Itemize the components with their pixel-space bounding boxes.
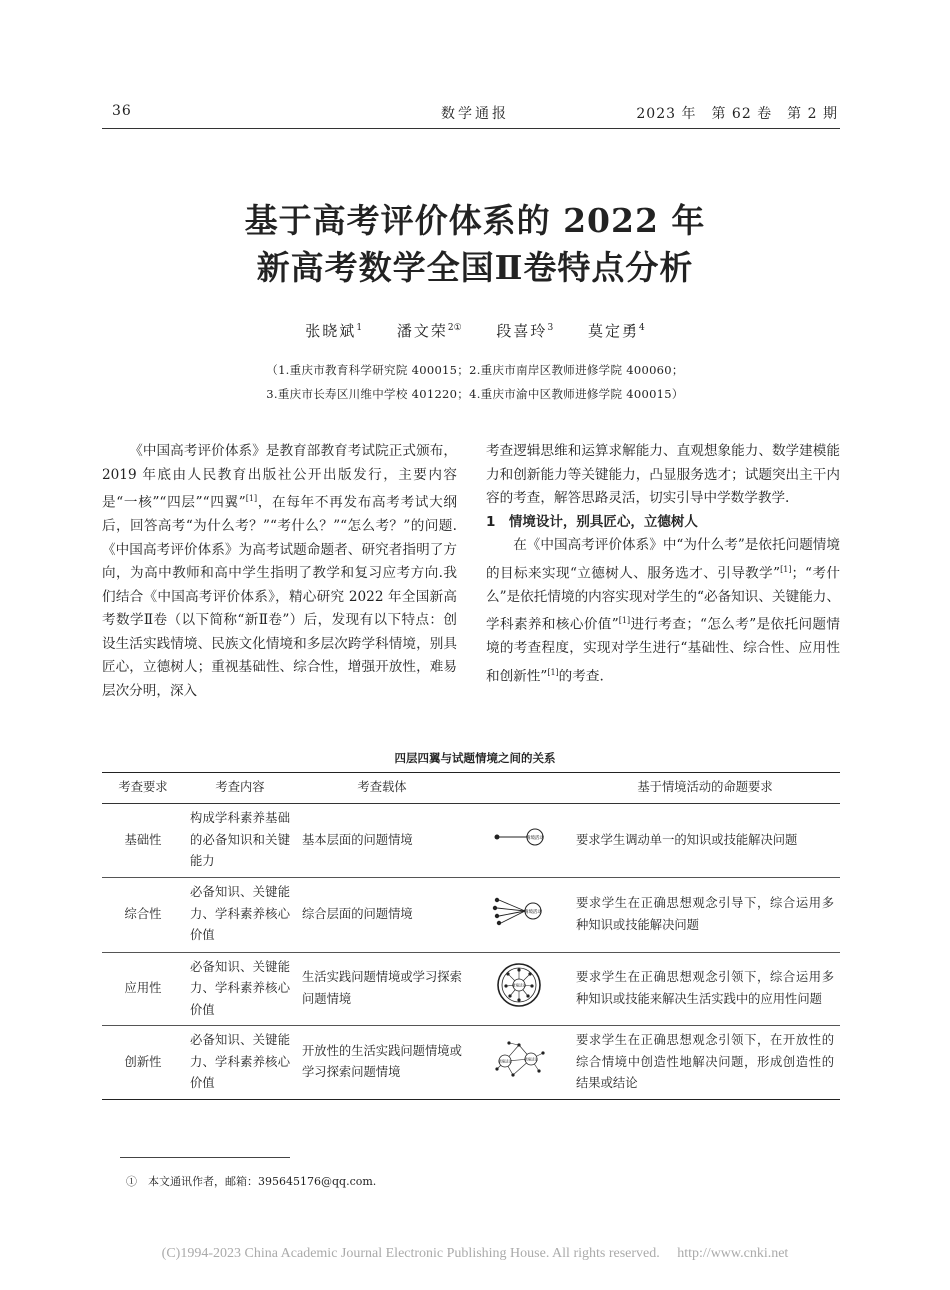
network-circle-icon (496, 962, 542, 1008)
header-cell (468, 773, 570, 804)
author-list (0, 320, 950, 341)
section1-paragraph: 在《中国高考评价体系》中“为什么考”是依托问题情境的目标来实现“立德树人、服务选才、引导教学”[1]；“考什么”是依托情境的内容实现对学生的“必备知识、关键能力、学科素养和核心价值”[1]进行考查；“怎么考”是依托问题情境的考查程度，实现对学生进行“基础性、综合性、应用性和创新性”[1]的考查. (486, 537, 841, 685)
description-cell: 要求学生在正确思想观念引导下，综合运用多种知识或技能解决问题 (570, 877, 840, 952)
intro-paragraph: 《中国高考评价体系》是教育部教育考试院正式颁布，2019 年底由人民教育出版社公开出版发行，主要内容是“一核”“四层”“四翼”[1]，在每年不再发布高考考试大纲后，回答高考“为什么考？”“考什么？”“怎么考？”的问题.《中国高考评价体系》为高考试题命题者、研究者指明了方向，为高中教师和高中学生指明了教学和复习应考方向.我们结合《中国高考评价体系》，精心研究 2022 年全国新高考数学Ⅱ卷（以下简称“新Ⅱ卷”）后，发现有以下特点：创设生活实践情境、民族文化情境和多层次跨学科情境，别具匠心，立德树人；重视基础性、综合性，增强开放性，难易层次分明，深入 (102, 443, 458, 699)
body-left-column (102, 440, 457, 703)
svg-text:情境活动: 情境活动 (524, 909, 542, 915)
description-cell: 要求学生调动单一的知识或技能解决问题 (570, 804, 840, 878)
svg-text:情境活动: 情境活动 (524, 1057, 538, 1061)
body-right-column (486, 440, 840, 689)
content-cell: 必备知识、关键能力、学科素养核心价值 (184, 952, 296, 1026)
diagram-cell (468, 804, 570, 878)
open-network-icon (491, 1039, 547, 1079)
description-cell: 要求学生在正确思想观念引领下，综合运用多种知识或技能来解决生活实践中的应用性问题 (570, 952, 840, 1026)
requirement-cell: 综合性 (102, 877, 184, 952)
affiliation-line1: （1.重庆市教育科学研究院 400015；2.重庆市南岸区教师进修学院 400060； (266, 363, 684, 377)
situation-table (102, 772, 840, 1100)
affiliation-line2: 3.重庆市长寿区川维中学校 401220；4.重庆市渝中区教师进修学院 400015） (266, 387, 684, 401)
citation-mark: [1] (547, 667, 559, 677)
requirement-cell: 应用性 (102, 952, 184, 1026)
header-cell: 考查要求 (102, 773, 184, 804)
author: 潘文荣$^{2①}$ (396, 322, 462, 340)
requirement-cell: 创新性 (124, 1054, 162, 1069)
article-title-line1: 基于高考评价体系的 2022 年 (244, 201, 706, 240)
header-cell: 考查内容 (184, 773, 296, 804)
diagram-cell (468, 1026, 570, 1100)
content-cell: 构成学科素养基础的必备知识和关键能力 (184, 804, 296, 878)
carrier-cell: 基本层面的问题情境 (296, 804, 468, 878)
table-row (102, 804, 840, 878)
content-cell: 必备知识、关键能力、学科素养核心价值 (184, 877, 296, 952)
page-number: 36 (112, 103, 132, 119)
footnote: ① 本文通讯作者，邮箱：395645176@qq.com. (126, 1175, 377, 1188)
author: 段喜玲$^3$ (496, 322, 554, 340)
header-cell: 考查载体 (296, 773, 468, 804)
svg-text:情境活动: 情境活动 (498, 1059, 512, 1063)
carrier-cell: 生活实践问题情境或学习探索问题情境 (296, 952, 468, 1026)
table-row (102, 952, 840, 1026)
svg-text:情境活动: 情境活动 (512, 983, 526, 988)
issue-info: 2023 年 第 62 卷 第 2 期 (636, 106, 838, 122)
continuation-paragraph: 考查逻辑思维和运算求解能力、直观想象能力、数学建模能力和创新能力等关键能力，凸显服务选才；试题突出主干内容的考查，解答思路灵活，切实引导中学数学教学. (486, 443, 840, 506)
svg-text:情境活动: 情境活动 (526, 835, 544, 841)
diagram-cell (468, 877, 570, 952)
description-cell: 要求学生在正确思想观念引领下，在开放性的综合情境中创造性地解决问题，形成创造性的结果或结论 (576, 1033, 834, 1090)
table-header-row (102, 773, 840, 804)
converging-nodes-icon (489, 894, 549, 928)
citation-mark: [1] (245, 494, 258, 503)
content-cell: 必备知识、关键能力、学科素养核心价值 (190, 1033, 290, 1090)
carrier-cell: 综合层面的问题情境 (296, 877, 468, 952)
single-node-icon (489, 822, 549, 852)
author: 莫定勇$^4$ (587, 322, 645, 340)
citation-mark: [1] (780, 564, 792, 574)
journal-name: 数学通报 (441, 106, 509, 122)
citation-mark: [1] (618, 616, 631, 626)
footnote-rule (120, 1157, 290, 1158)
requirement-cell: 基础性 (102, 804, 184, 878)
carrier-cell: 开放性的生活实践问题情境或学习探索问题情境 (302, 1043, 462, 1080)
table-row (102, 1026, 840, 1100)
author: 张晓斌$^1$ (305, 322, 363, 340)
copyright-notice: (C)1994-2023 China Academic Journal Electronic Publishing House. All rights reserved. http://www.cnki.net (161, 1246, 789, 1261)
table-title: 四层四翼与试题情境之间的关系 (394, 751, 556, 765)
header-cell: 基于情境活动的命题要求 (570, 773, 840, 804)
table-row (102, 877, 840, 952)
section-heading-1: 1 情境设计，别具匠心，立德树人 (486, 513, 698, 530)
header-rule (102, 128, 840, 129)
article-title-line2: 新高考数学全国Ⅱ卷特点分析 (256, 248, 694, 287)
diagram-cell (468, 952, 570, 1026)
